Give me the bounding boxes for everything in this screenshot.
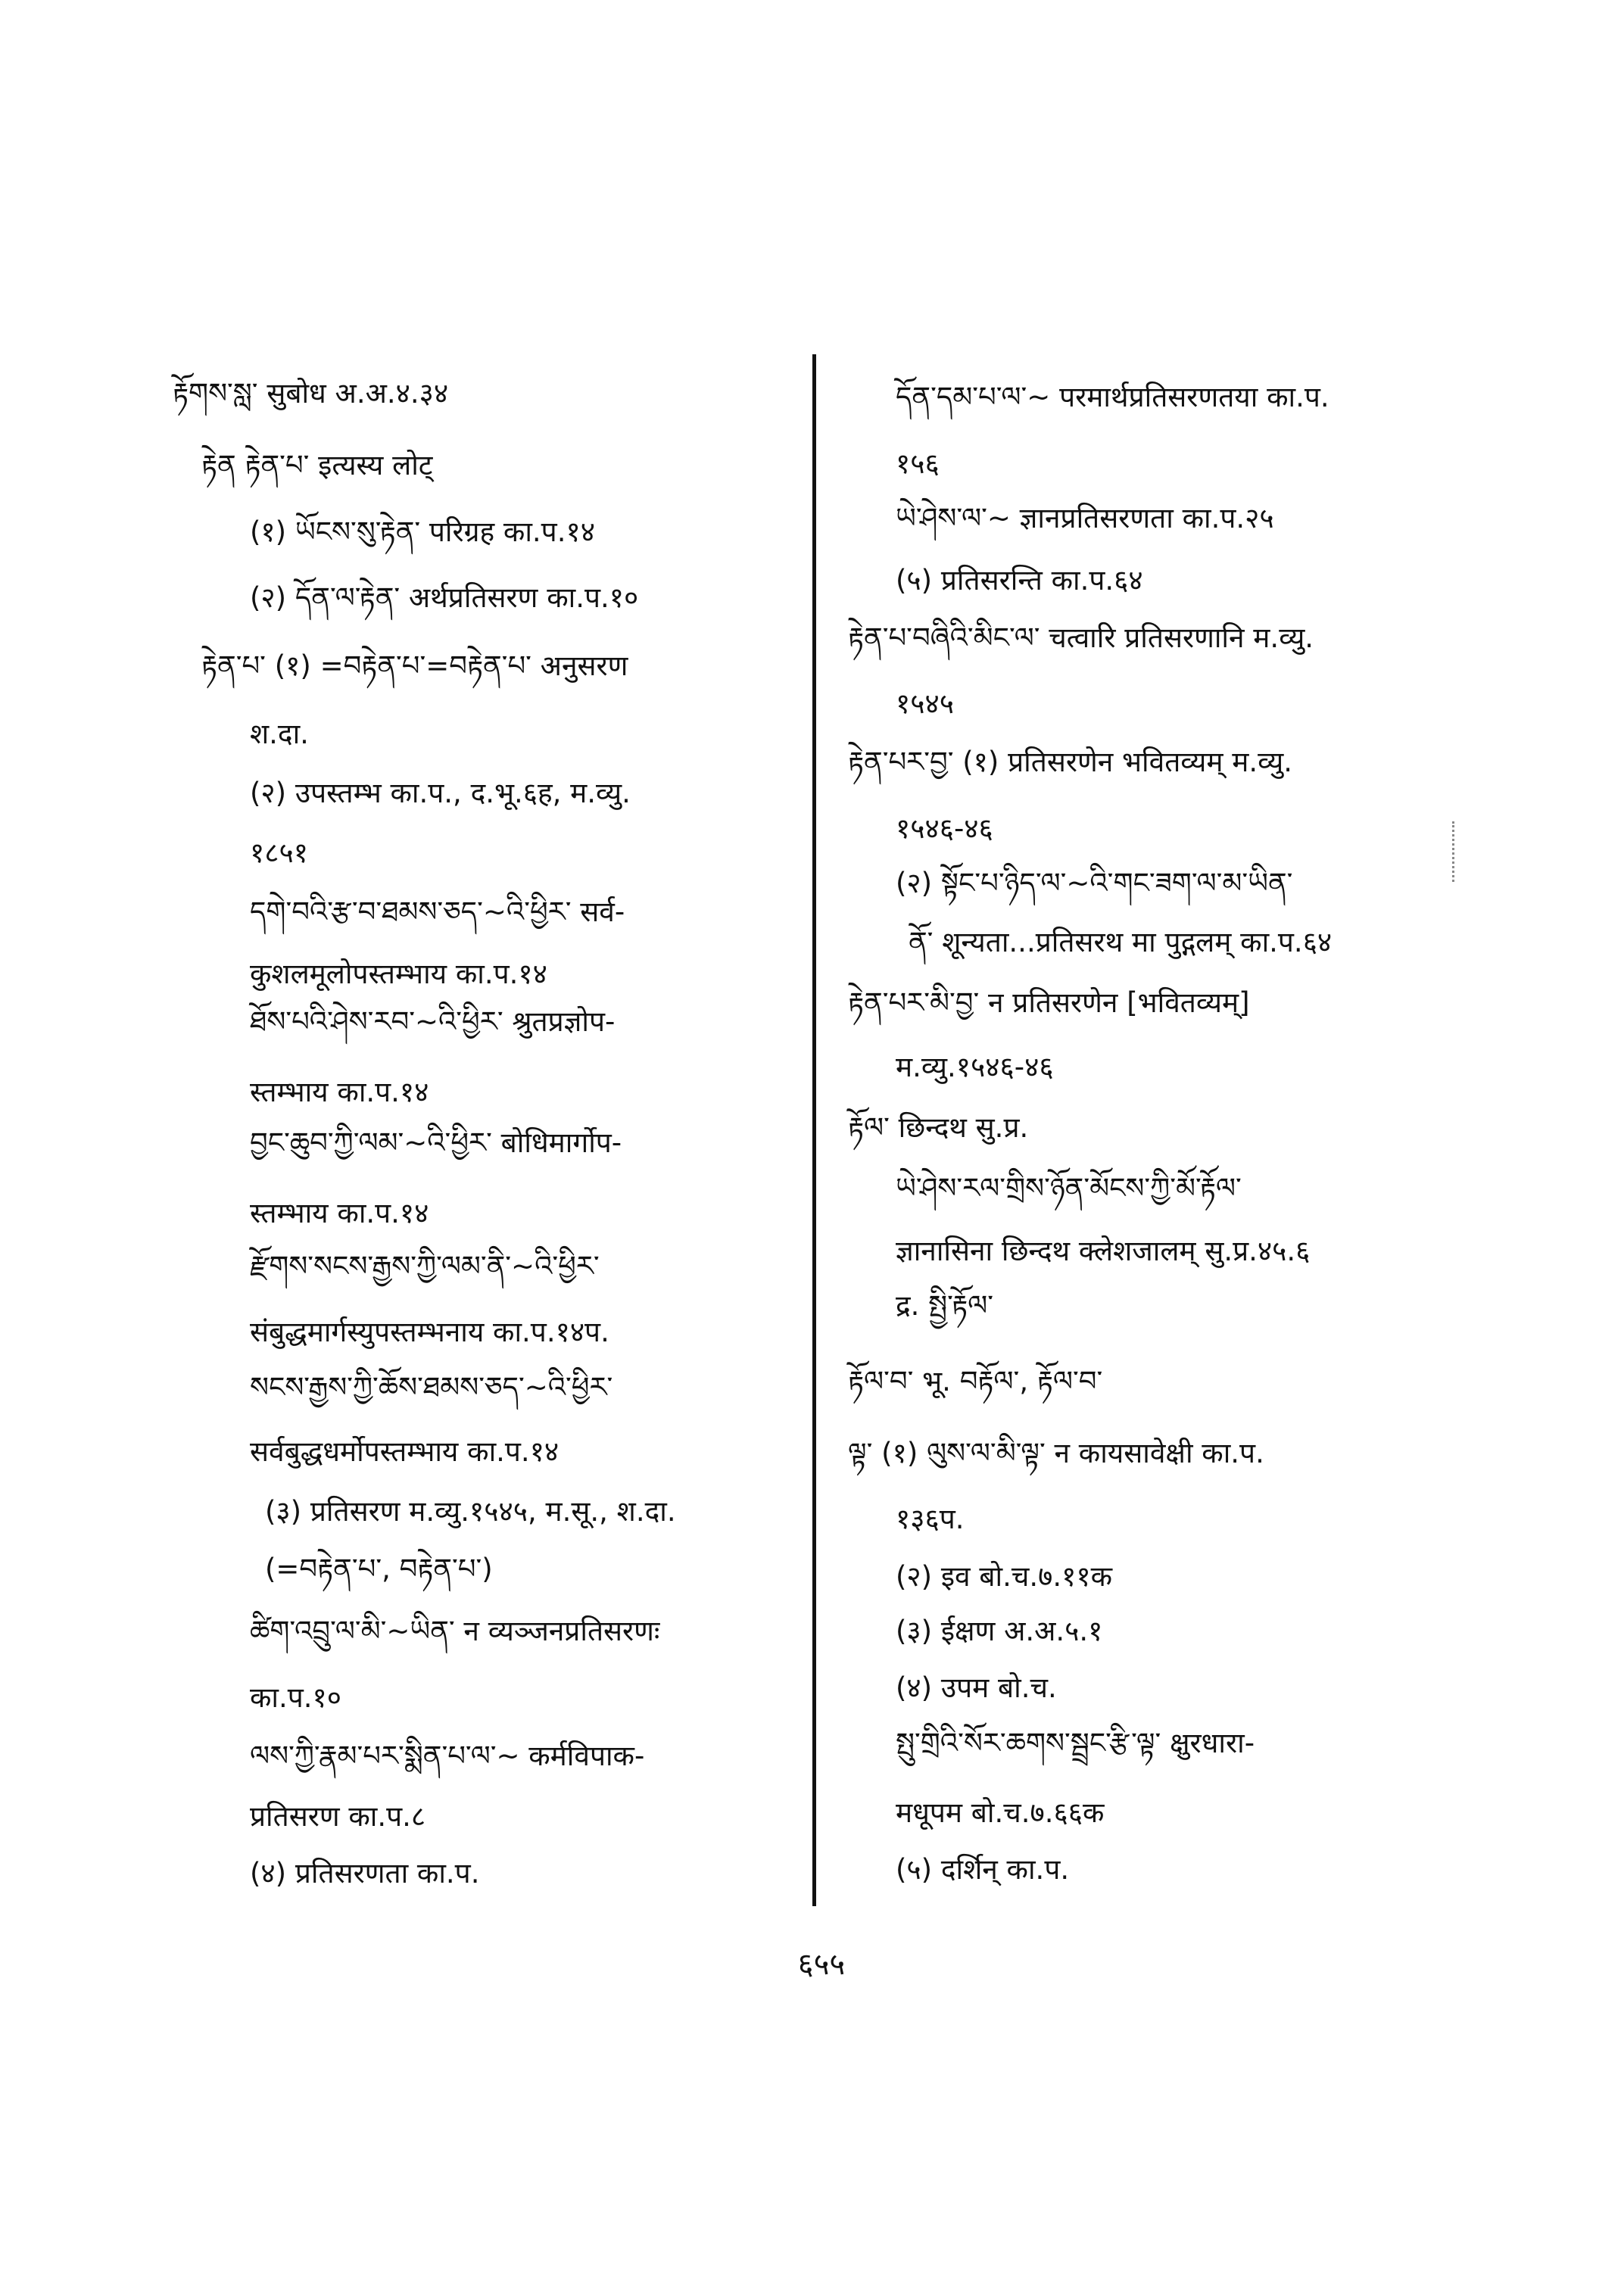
right-line-4: (५) प्रतिसरन्ति का.प.६४: [896, 564, 1143, 597]
left-line-13: བྱང་ཆུབ་ཀྱི་ལམ་~འི་ཕྱིར་ बोधिमार्गोप-: [250, 1126, 622, 1159]
left-line-2: རྟེན རྟེན་པ་ इत्यस्य लोट्: [201, 449, 433, 481]
left-line-15: རྫོགས་སངས་རྒྱས་ཀྱི་ལམ་ནི་~འི་ཕྱིར་: [250, 1250, 600, 1282]
right-line-14: ཡེ་ཤེས་རལ་གྲིས་ཉོན་མོངས་ཀྱི་མོ་རྟོལ་: [896, 1172, 1242, 1204]
left-line-5: རྟེན་པ་ (१) =བརྟེན་པ་=བརྟེན་པ་ अनुसरण: [201, 650, 628, 682]
left-line-23: ལས་ཀྱི་རྣམ་པར་སྨིན་པ་ལ་~ कर्मविपाक-: [250, 1740, 645, 1772]
right-line-25: (५) दर्शिन् का.प.: [896, 1853, 1070, 1886]
left-line-1: རྟོགས་སླ་ सुबोध अ.अ.४.३४: [173, 377, 449, 410]
left-line-11: ཐོས་པའི་ཤེས་རབ་~འི་ཕྱིར་ श्रुतप्रज्ञोप-: [250, 1005, 616, 1038]
left-line-16: संबुद्धमार्गस्युपस्तम्भनाय का.प.१४प.: [250, 1316, 609, 1348]
left-line-6: श.दा.: [250, 718, 309, 750]
left-line-3: (१) ཡོངས་སུ་རྟེན་ परिग्रह का.प.१४: [250, 516, 595, 548]
right-line-20: (२) इव बो.च.७.११क: [896, 1560, 1112, 1593]
right-line-11: རྟེན་པར་མི་བྱ་ न प्रतिसरणेन [भवितव्यम्]: [848, 986, 1250, 1019]
right-line-23: སྤུ་གྲིའི་སོར་ཆགས་སྦྲང་རྩི་ལྟ་ क्षुरधारा-: [896, 1727, 1255, 1759]
right-line-5: རྟེན་པ་བཞིའི་མིང་ལ་ चत्वारि प्रतिसरणानि म.व्यु.: [848, 622, 1314, 654]
left-line-4: (२) དོན་ལ་རྟེན་ अर्थप्रतिसरण का.प.१०: [250, 581, 639, 614]
left-line-22: का.प.१०: [250, 1681, 342, 1714]
left-line-10: कुशलमूलोपस्तम्भाय का.प.१४: [250, 958, 547, 990]
column-divider: [812, 354, 816, 1906]
page-number: ६५५: [797, 1947, 846, 1982]
left-line-19: (३) प्रतिसरण म.व्यु.१५४५, म.सू., श.दा.: [265, 1495, 676, 1528]
right-line-7: རྟེན་པར་བྱ་ (१) प्रतिसरणेन भवितव्यम् म.व्यु.: [848, 746, 1293, 778]
left-line-21: ཚིག་འབྲུ་ལ་མི་~ཡིན་ न व्यञ्जनप्रतिसरणः: [250, 1615, 660, 1647]
right-line-9: (२) སྟོང་པ་ཉིད་ལ་~འི་གང་ཟག་ལ་མ་ཡིན་: [896, 867, 1293, 899]
right-line-8: १५४६-४६: [896, 812, 993, 845]
right-line-22: (४) उपम बो.च.: [896, 1671, 1057, 1704]
left-line-18: सर्वबुद्धधर्मोपस्तम्भाय का.प.१४: [250, 1435, 560, 1468]
left-line-24: प्रतिसरण का.प.८: [250, 1800, 426, 1833]
right-line-24: मधूपम बो.च.७.६६क: [896, 1796, 1105, 1829]
right-line-15: ज्ञानासिना छिन्दथ क्लेशजालम् सु.प्र.४५.६: [896, 1235, 1311, 1267]
left-line-25: (४) प्रतिसरणता का.प.: [250, 1857, 480, 1890]
right-line-3: ཡེ་ཤེས་ལ་~ ज्ञानप्रतिसरणता का.प.२५: [896, 502, 1274, 534]
right-line-13: རྟོལ་ छिन्दथ सु.प्र.: [848, 1111, 1029, 1144]
left-line-20: (=བརྟེན་པ་, བརྟེན་པ་): [265, 1553, 493, 1585]
right-line-16: द्र. སྤྱི་རྟོལ་: [896, 1289, 993, 1322]
left-line-17: སངས་རྒྱས་ཀྱི་ཆོས་ཐམས་ཅད་~འི་ཕྱིར་: [250, 1371, 613, 1404]
margin-dots: [1452, 821, 1457, 882]
right-line-21: (३) ईक्षण अ.अ.५.१: [896, 1615, 1103, 1647]
left-line-7: (२) उपस्तम्भ का.प., द.भू.६ह, म.व्यु.: [250, 777, 631, 809]
left-line-9: དགེ་བའི་རྩ་བ་ཐམས་ཅད་~འི་ཕྱིར་ सर्व-: [250, 896, 625, 928]
right-line-12: म.व्यु.१५४६-४६: [896, 1051, 1054, 1083]
right-line-6: १५४५: [896, 687, 954, 720]
right-line-2: १५६: [896, 447, 940, 480]
right-line-1: དོན་དམ་པ་ལ་~ परमार्थप्रतिसरणतया का.प.: [896, 381, 1329, 413]
right-line-17: རྟོལ་བ་ भू. བརྟོལ་, རྟོལ་བ་: [848, 1365, 1103, 1397]
left-line-8: १८५१: [250, 837, 308, 869]
right-line-18: ལྟ་ (१) ལུས་ལ་མི་ལྟ་ न कायसावेक्षी का.प.: [848, 1437, 1264, 1469]
right-line-19: १३६प.: [896, 1503, 965, 1535]
left-line-14: स्तम्भाय का.प.१४: [250, 1197, 429, 1229]
right-line-10: ནོ་ शून्यता...प्रतिसरथ मा पुद्गलम् का.प.६४: [909, 926, 1333, 958]
left-line-12: स्तम्भाय का.प.१४: [250, 1076, 429, 1108]
